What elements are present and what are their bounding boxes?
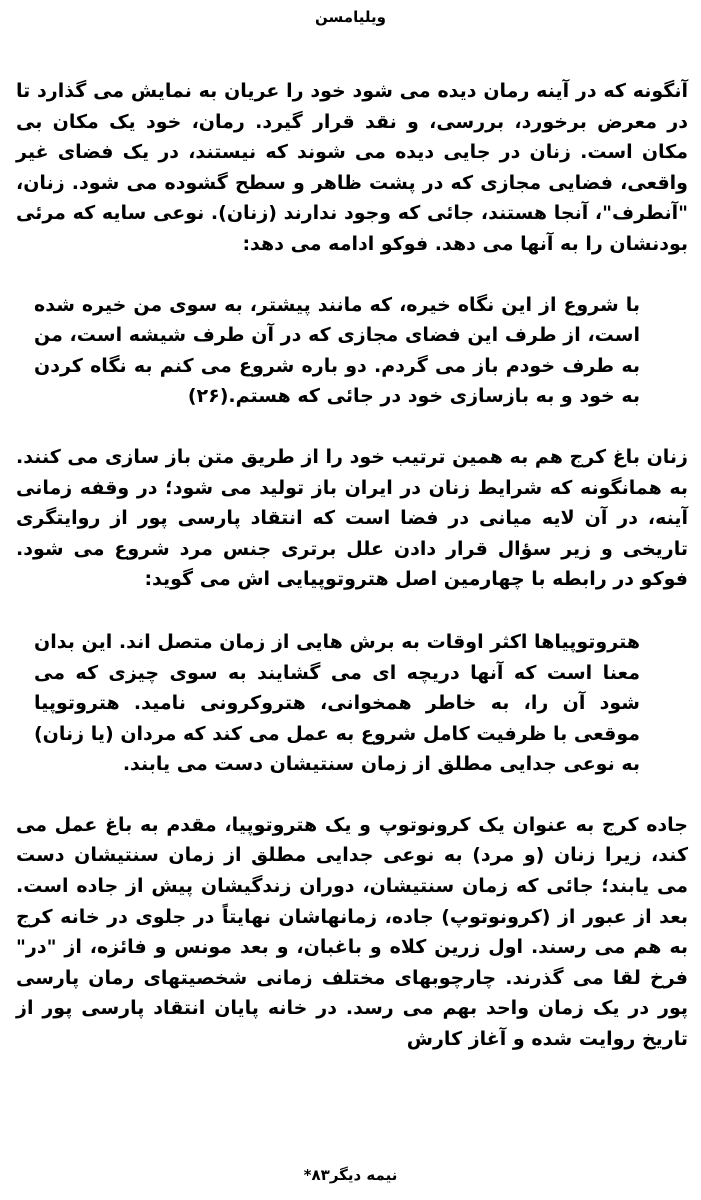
body-paragraph-3: جاده کرج به عنوان یک کرونوتوپ و یک هتروتوپیا، مقدم به باغ عمل می کند، زیرا زنان (و مرد) به نوعی جدایی مطلق از زمان سنتیشان دست می یابند؛ جائی که زمان سنتیشان، دوران زندگیشان پیش از جاده است. بعد از عبور از (کرونوتوپ) جاده، زمانهاشان نهایتاً در جلوی در خانه کرج به هم می رسند. اول زرین کلاه و باغبان، و بعد مونس و فائزه، از "در" فرخ لقا می گذرند. چارچوبهای مختلف زمانی شخصیتهای رمان پارسی پور در یک زمان واحد بهم می رسد. در خانه پایان انتقاد پارسی پور از تاریخ روایت شده و آغاز کارش [16,813,688,1051]
page-footer: نیمه دیگر۸۳* [303,1166,398,1184]
body-paragraph-2: زنان باغ کرج هم به همین ترتیب خود را از طریق متن باز سازی می کنند. به همانگونه که شرایط زنان در ایران باز تولید می شود؛ در وقفه زمانی آینه، در آن لایه میانی در فضا است که انتقاد پارسی پور از روایتگری تاریخی و زیر سؤال قرار دادن علل برتری جنس مرد شروع می شود. فوکو در رابطه با چهارمین اصل هتروتوپیایی اش می گوید: [16,445,688,591]
block-quote-2: هتروتوپیاها اکثر اوقات به برش هایی از زمان متصل اند. این بدان معنا است که آنها دریچه ای می گشایند به سوی چیزی که می شود آن را، به خاطر همخوانی، هتروکرونی نامید. هتروتوپیا موقعی با ظرفیت کامل شروع به عمل می کند که مردان (یا زنان) به نوعی جدایی مطلق از زمان سنتیشان دست می یابند. [34,630,640,776]
paragraph-spacer [16,595,688,627]
paragraph-spacer [16,412,688,442]
paragraph-spacer [16,260,688,290]
paragraph-spacer [16,780,688,810]
body-paragraph-1: آنگونه که در آینه رمان دیده می شود خود را عریان به نمایش می گذارد تا در معرض برخورد، بررسی، و نقد قرار گیرد. رمان، خود یک مکان بی مکان است. زنان در جایی دیده می شوند که نیستند، در یک فضای غیر واقعی، فضایی مجازی که در پشت ظاهر و سطح گشوده می شود. زنان، "آنطرف"، آنجا هستند، جائی که وجود ندارند (زنان). نوعی سایه که مرئی بودنشان را به آنها می دهد. فوکو ادامه می دهد: [16,80,688,255]
document-body [16,76,688,1055]
block-quote-1: با شروع از این نگاه خیره، که مانند پیشتر، به سوی من خیره شده است، از طرف این فضای مجازی که در آن طرف شیشه است، من به طرف خودم باز می گردم. دو باره شروع می کنم به نگاه کردن به خود و به بازسازی خود در جائی که هستم.(۲۶) [34,293,640,408]
running-header: ویلیامسن [315,8,386,26]
